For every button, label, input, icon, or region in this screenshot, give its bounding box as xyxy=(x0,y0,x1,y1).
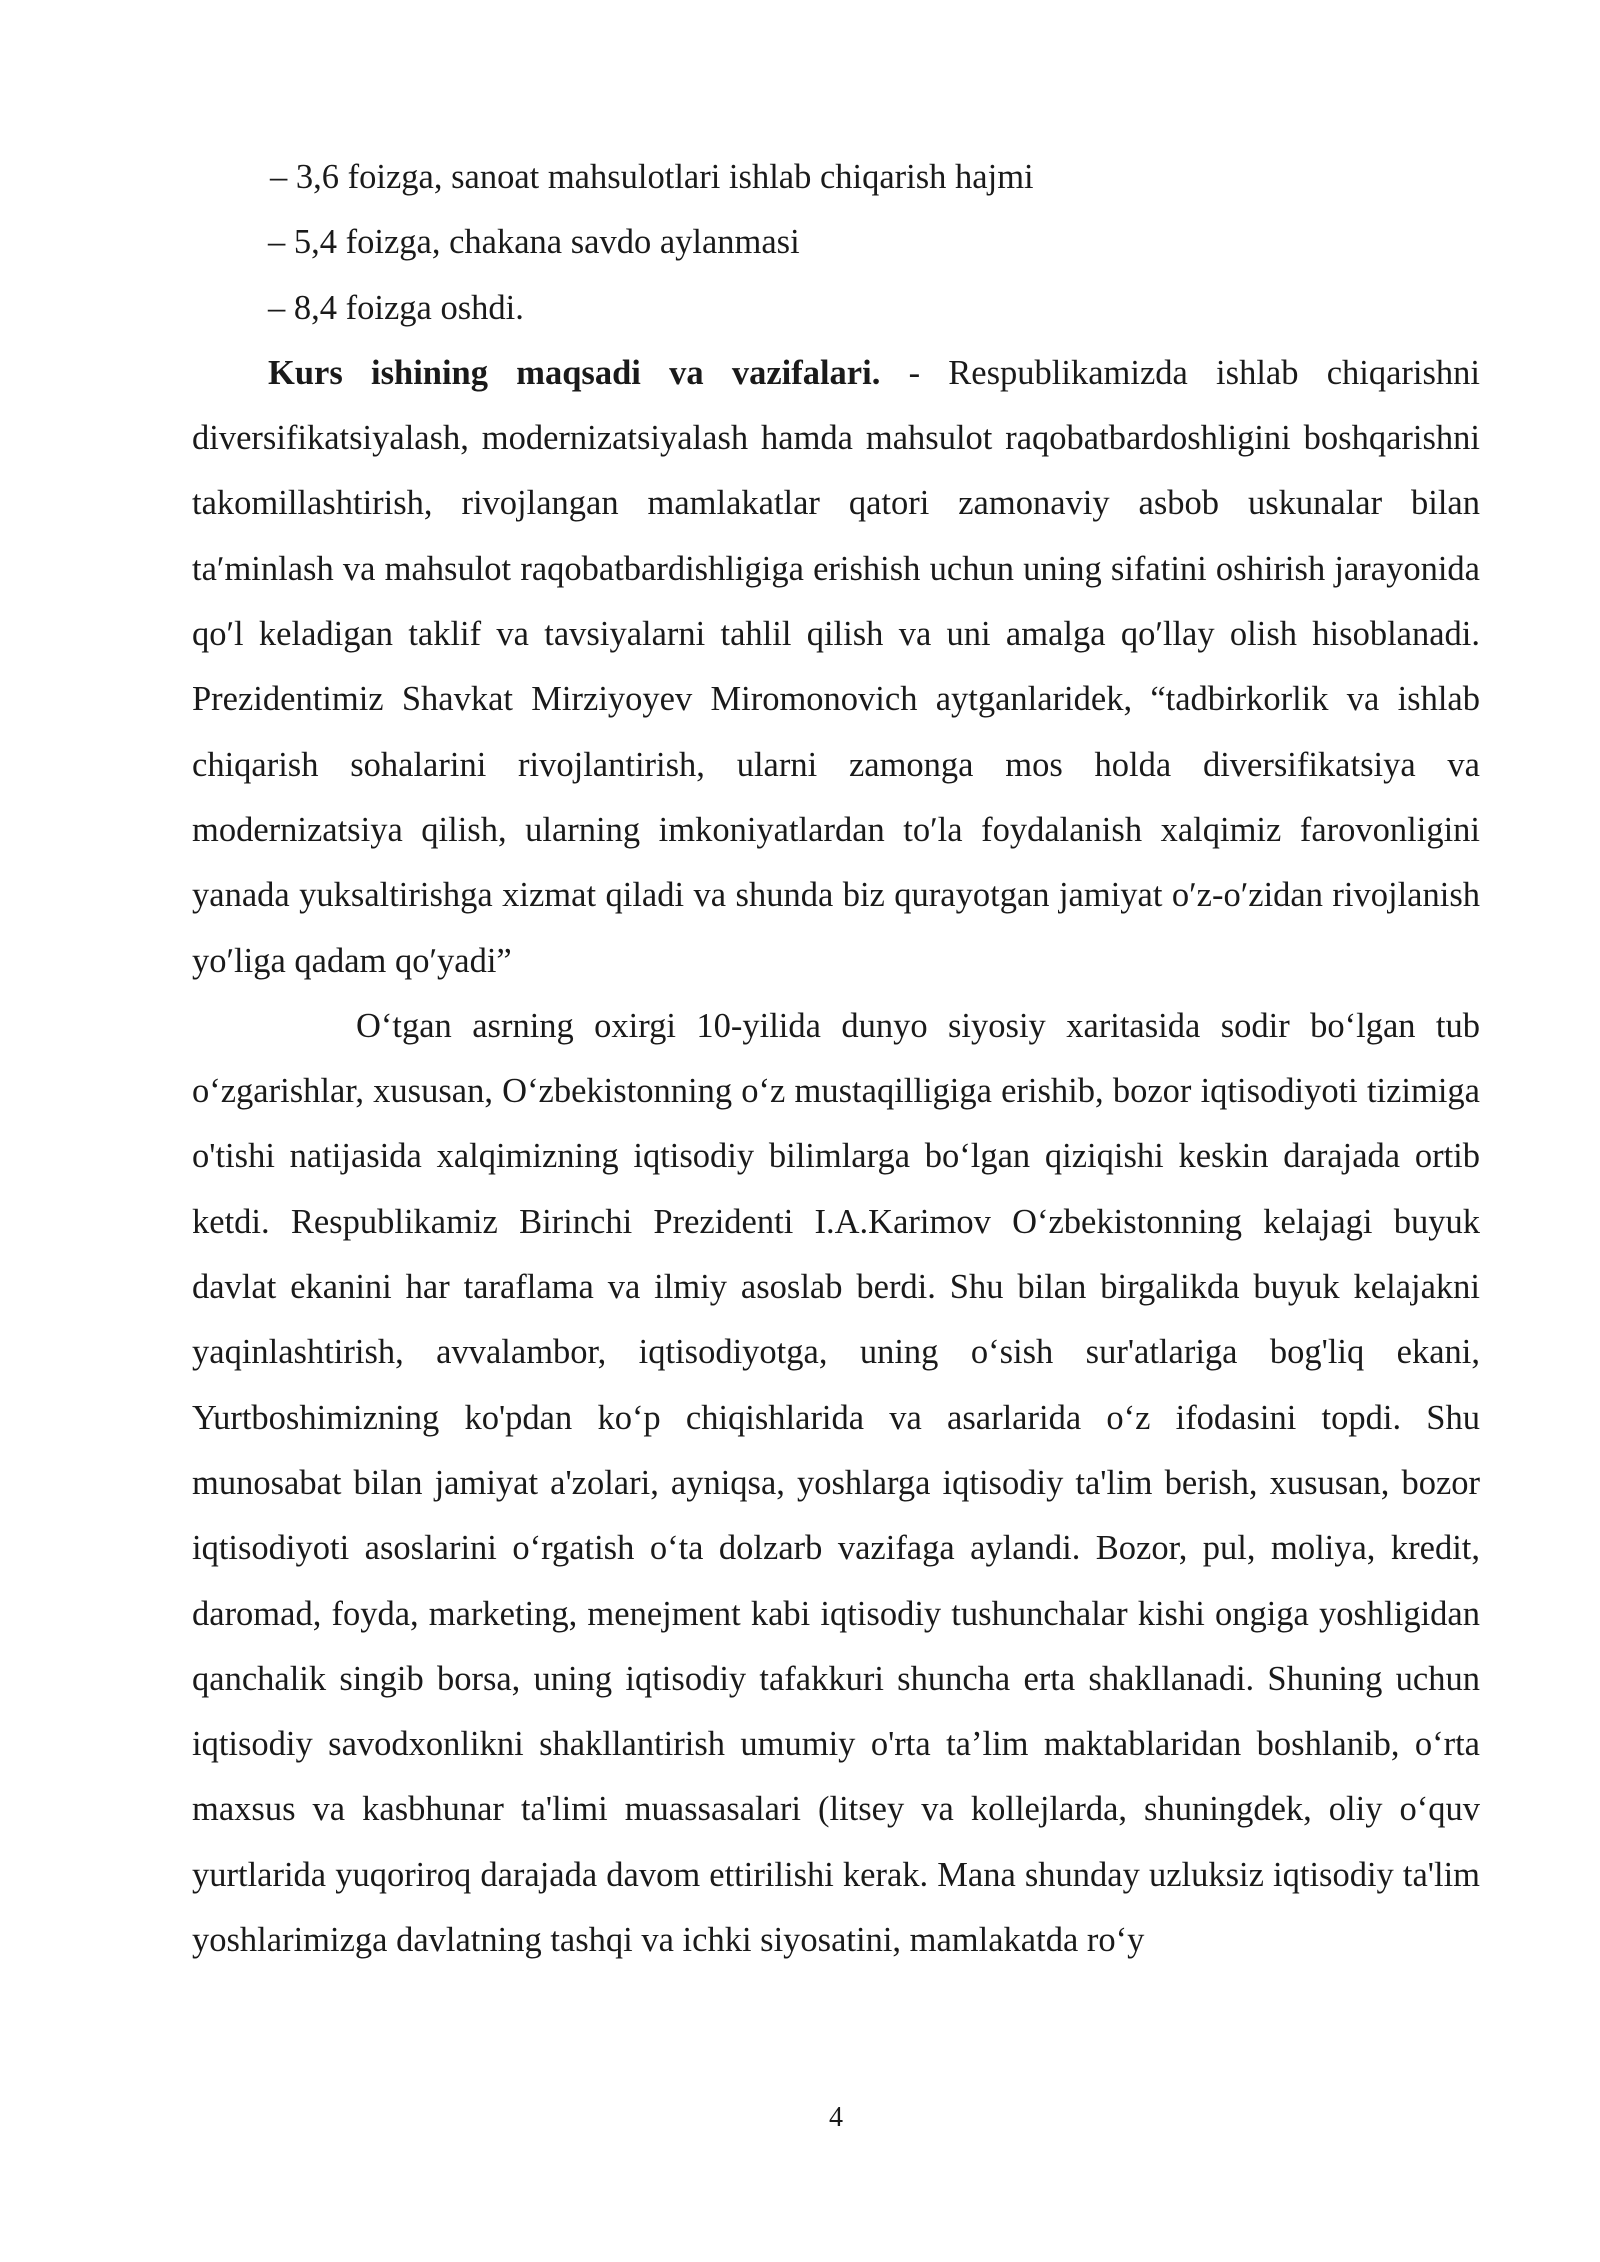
goal-paragraph xyxy=(192,341,1480,994)
page-number: 4 xyxy=(829,2102,843,2133)
body-paragraph: Oʻtgan asrning oxirgi 10-yilida dunyo siyosiy xaritasida sodir boʻlgan tub oʻzgarishlar, xususan, Oʻzbekistonning oʻz mustaqilligiga erishib, bozor iqtisodiyoti tizimiga o'tishi natijasida xalqimizning iqtisodiy bilimlarga boʻlgan qiziqishi keskin darajada ortib ketdi. Respublikamiz Birinchi Prezidenti I.A.Karimov Oʻzbekistonning kelajagi buyuk davlat ekanini har taraflama va ilmiy asoslab berdi. Shu bilan birgalikda buyuk kelajakni yaqinlashtirish, avvalambor, iqtisodiyotga, uning oʻsish sur'atlariga bog'liq ekani, Yurtboshimizning ko'pdan koʻp chiqishlarida va asarlarida oʻz ifodasini topdi. Shu munosabat bilan jamiyat a'zolari, ayniqsa, yoshlarga iqtisodiy ta'lim berish, xususan, bozor iqtisodiyoti asoslarini oʻrgatish oʻta dolzarb vazifaga aylandi. Bozor, pul, moliya, kredit, daromad, foyda, marketing, menejment kabi iqtisodiy tushunchalar kishi ongiga yoshligidan qanchalik singib borsa, uning iqtisodiy tafakkuri shuncha erta shakllanadi. Shuning uchun iqtisodiy savodxonlikni shakllantirish umumiy o'rta ta’lim maktablaridan boshlanib, oʻrta maxsus va kasbhunar ta'limi muassasalari (litsey va kollejlarda, shuningdek, oliy oʻquv yurtlarida yuqoriroq darajada davom ettirilishi kerak. Mana shunday uzluksiz iqtisodiy ta'lim yoshlarimizga davlatning tashqi va ichki siyosatini, mamlakatda roʻy xyxy=(192,1006,1480,1960)
list-item: – 5,4 foizga, chakana savdo aylanmasi xyxy=(268,223,800,262)
section-heading: Kurs ishining maqsadi va vazifalari. xyxy=(268,353,881,392)
list-item: – 8,4 foizga oshdi. xyxy=(268,288,524,327)
document-page xyxy=(192,145,1480,1973)
goal-paragraph-text: - Respublikamizda ishlab chiqarishni diversifikatsiyalash, modernizatsiyalash hamda mahsulot raqobatbardoshligini boshqarishni takomillashtirish, rivojlangan mamlakatlar qatori zamonaviy asbob uskunalar bilan taʹminlash va mahsulot raqobatbardishligiga erishish uchun uning sifatini oshirish jarayonida qoʹl keladigan taklif va tavsiyalarni tahlil qilish va uni amalga qoʹllay olish hisoblanadi. Prezidentimiz Shavkat Mirziyoyev Miromonovich aytganlaridek, “tadbirkorlik va ishlab chiqarish sohalarini rivojlantirish, ularni zamonga mos holda diversifikatsiya va modernizatsiya qilish, ularning imkoniyatlardan toʹla foydalanish xalqimiz farovonligini yanada yuksaltirishga xizmat qiladi va shunda biz qurayotgan jamiyat oʹz-oʹzidan rivojlanish yoʹliga qadam qoʹyadi” xyxy=(192,353,1480,980)
list-item: – 3,6 foizga, sanoat mahsulotlari ishlab chiqarish hajmi xyxy=(270,158,1034,196)
